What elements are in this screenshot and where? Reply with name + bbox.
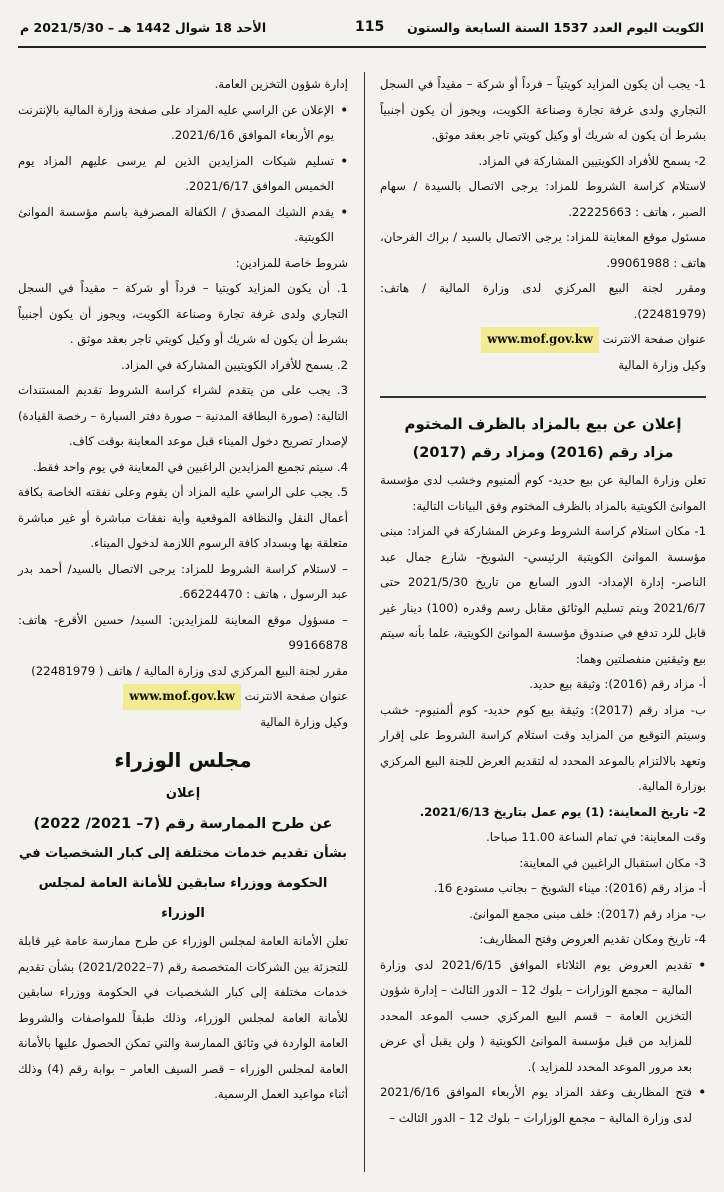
- special-cond-1: 1. أن يكون المزايد كويتيا – فرداً أو شركة – مقيداً في السجل التجاري ولدى غرفة تجارة وصناعة الكويت، ويجوز أن يكون أجنبياً بشرط أن يكون له شريك أو وكيل كويتي تاجر بعقد موثق .: [18, 281, 348, 346]
- condition-2: 2- يسمح للأفراد الكويتيين المشاركة في المزاد.: [478, 153, 706, 168]
- website-label-left: عنوان صفحة الانترنت: [244, 689, 348, 703]
- auction-title: إعلان عن بيع بالمزاد بالظرف المختوم: [404, 415, 682, 433]
- section-divider: [380, 396, 706, 398]
- tender-body: تعلن الأمانة العامة لمجلس الوزراء عن طرح ممارسة عامة غير قابلة للتجزئة بين الشركات المتخصصة رقم (7–2021/2022) بشأن تقديم خدمات مختلفة إلى كبار الشخصيات في الحكومة ووزراء سابقين للأمانة العامة لمجلس الوزراء، وذلك طبقاً للمواصفات والشروط العامة الواردة في وثائق الممارسة والتي تمكن الحصول عليها بالأمانة العامة لمجلس الوزراء – قصر السيف العامر – بوابة رقم (4) وذلك أثناء مواعيد العمل الرسمية.: [18, 934, 348, 1101]
- special-conditions-heading: شروط خاصة للمزادين:: [235, 255, 348, 270]
- tender-subtitle-1: بشأن تقديم خدمات مختلفة إلى كبار الشخصيات في: [18, 846, 348, 861]
- auction-item-3b: ب- مزاد رقم (2017): خلف مبنى مجمع الموانئ.: [469, 906, 706, 921]
- column-divider: [364, 72, 365, 1172]
- bullet-cheques: • تسليم شيكات المزايدين الذين لم يرسى عليهم المزاد يوم الخميس الموافق 2021/6/17.: [18, 149, 348, 200]
- signature: وكيل وزارة المالية: [618, 357, 706, 372]
- website-line: [380, 327, 706, 353]
- contact-inspection: مسئول موقع المعاينة للمزاد: يرجى الاتصال بالسيد / براك الفرحان، هاتف : 99061988.: [380, 230, 706, 270]
- website-link-left[interactable]: www.mof.gov.kw: [123, 684, 241, 710]
- auction-item-3a: أ- مزاد رقم (2016): ميناء الشويخ – بجانب مستودع 16.: [433, 881, 706, 895]
- tender-subtitle-2: الحكومة ووزراء سابقين للأمانة العامة لمجلس الوزراء: [38, 876, 328, 921]
- auction-item-1: 1- مكان استلام كراسة الشروط وعرض المشاركة في المزاد: مبنى مؤسسة الموانئ الكويتية الرئيسي- الشويخ- شارع جمال عبد الناصر- إدارة الإمداد- الدور السابع من تاريخ 2021/5/30 حتى 2021/6/7 ويتم تسليم الوثائق مقابل رسم وقدره (100) دينار غير قابل للرد تدفع في صندوق مؤسسة الموانئ الكويتية، علما بأنه سيتم بيع وثيقتين منفصلتين وهما:: [380, 524, 706, 666]
- committee-phone-left: مقرر لجنة البيع المركزي لدى وزارة المالية / هاتف ( 22481979): [31, 663, 348, 678]
- page-number: 115: [355, 19, 385, 35]
- auction-item-2-time: وقت المعاينة: في تمام الساعة 11.00 صباحا.: [486, 830, 706, 844]
- header-date: الأحد 18 شوال 1442 هـ – 2021/5/30 م: [20, 20, 267, 35]
- website-link[interactable]: www.mof.gov.kw: [481, 327, 599, 353]
- auction-subtitle: مزاد رقم (2016) ومزاد رقم (2017): [412, 445, 674, 461]
- auction-bullet-open: • فتح المظاريف وعقد المزاد يوم الأربعاء الموافق 2021/6/16 لدى وزارة المالية – مجمع الوزارات – بلوك 12 – الدور الثالث –: [380, 1080, 706, 1131]
- header-rule: [18, 46, 706, 48]
- committee-phone: ومقرر لجنة البيع المركزي لدى وزارة المالية / هاتف: (22481979).: [380, 281, 706, 321]
- auction-item-3: 3- مكان استقبال الراغبين في المعاينة:: [519, 855, 706, 870]
- special-cond-3: 3. يجب على من يتقدم لشراء كراسة الشروط تقديم المستندات التالية: (صورة البطاقة المدنية – صورة دفتر السيارة – رخصة القيادة) لإصدار تصريح دخول الميناء قبل موعد المعاينة بوقت كاف.: [18, 383, 348, 448]
- contact-inspection-left: – مسؤول موقع المعاينة للمزايدين: السيد/ حسين الأقرع- هاتف: 99166878: [18, 612, 348, 652]
- website-line-left: [18, 684, 348, 710]
- right-column: [380, 72, 706, 1131]
- auction-item-1b: ب- مزاد رقم (2017): وثيقة بيع كوم حديد- كوم ألمنيوم- خشب وسيتم التوقيع من المزايد وقت استلام كراسة الشروط على إقرار وتعهد بالالتزام بالموعد المحدد له لتقديم العرض للجنة البيع المركزي بوزارة المالية.: [380, 702, 706, 793]
- contact-brochure: لاستلام كراسة الشروط للمزاد: يرجى الاتصال بالسيدة / سهام الصبر ، هاتف : 22225663.: [380, 179, 706, 219]
- left-column: [18, 72, 348, 1108]
- auction-item-4: 4- تاريخ ومكان تقديم العروض وفتح المظاريف:: [479, 932, 706, 946]
- council-title: مجلس الوزراء: [114, 748, 252, 772]
- bullet-guarantee: • يقدم الشيك المصدق / الكفالة المصرفية باسم مؤسسة الموانئ الكويتية.: [18, 200, 348, 251]
- website-label: عنوان صفحة الانترنت: [602, 332, 706, 346]
- tender-title: عن طرح الممارسة رقم (7– 2021/ 2022): [33, 816, 333, 832]
- contact-brochure-left: – لاستلام كراسة الشروط للمزاد: يرجى الاتصال بالسيد/ أحمد بدر عبد الرسول ، هاتف : 66224470.: [18, 561, 348, 601]
- special-cond-2: 2. يسمح للأفراد الكويتيين المشاركة في المزاد.: [120, 357, 348, 372]
- condition-1: 1- يجب أن يكون المزايد كويتياً – فرداً أو شركة – مقيداً في السجل التجاري ولدى غرفة تجارة وصناعة الكويت، ويجوز أن يكون أجنبياً بشرط أن يكون له شريك أو وكيل كويتي تاجر بعقد موثق.: [380, 77, 706, 142]
- auction-intro: تعلن وزارة المالية عن بيع حديد- كوم ألمنيوم وخشب لدى مؤسسة الموانئ الكويتية بالمزاد بالظرف المختوم وفق البيانات التالية:: [380, 473, 706, 513]
- auction-item-2: 2- تاريخ المعاينة: (1) يوم عمل بتاريخ 2021/6/13.: [419, 804, 706, 819]
- auction-bullet-submit: • تقديم العروض يوم الثلاثاء الموافق 2021/6/15 لدى وزارة المالية – مجمع الوزارات – بلوك 12 – الدور الثالث – إدارة شؤون التخزين العامة – قسم البيع المركزي حسب الموعد المحدد للمزايد من قبل مؤسسة الموانئ الكويتية ( ولن يقبل أي عرض بعد مرور الموعد المحدد للمزايد ).: [380, 953, 706, 1081]
- special-cond-4: 4. سيتم تجميع المزايدين الراغبين في المعاينة في يوم واحد فقط.: [32, 459, 348, 474]
- dept-line: إدارة شؤون التخزين العامة.: [214, 77, 348, 91]
- header-issue: الكويت اليوم العدد 1537 السنة السابعة والستون: [407, 20, 704, 35]
- bullet-announce: • الإعلان عن الراسي عليه المزاد على صفحة وزارة المالية بالإنترنت يوم الأربعاء الموافق 2021/6/16.: [18, 98, 348, 149]
- signature-left: وكيل وزارة المالية: [260, 714, 348, 729]
- auction-item-1a: أ- مزاد رقم (2016): وثيقة بيع حديد.: [529, 677, 706, 691]
- page-header: [0, 0, 724, 64]
- special-cond-5: 5. يجب على الراسي عليه المزاد أن يقوم وعلى نفقته الخاصة بكافة أعمال النقل والنظافة الموقعية وأية نفقات مباشرة أو غير مباشرة متعلقة بها وبسداد كافة الرسوم اللازمة لدخول الميناء.: [18, 485, 348, 550]
- announcement-label: إعلان: [165, 786, 201, 801]
